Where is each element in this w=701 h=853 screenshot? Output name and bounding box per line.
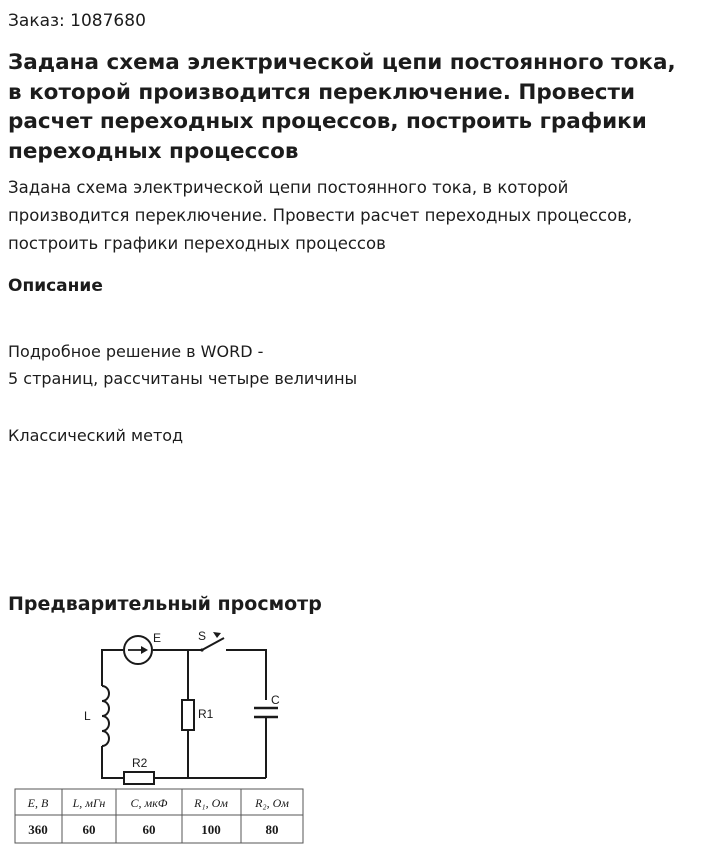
table-header-cell: E, B xyxy=(27,796,49,810)
preview-heading: Предварительный просмотр xyxy=(8,593,322,615)
method-text: Классический метод xyxy=(8,426,184,445)
table-value-cell: 100 xyxy=(201,822,221,837)
label-l: L xyxy=(84,709,91,723)
page-title: Задана схема электрической цепи постоянного тока, в которой производится переключение. Провести расчет переходных процессов, построить графики переходных процессов xyxy=(8,50,676,164)
resistor-r1-icon xyxy=(182,700,194,730)
task-summary: Задана схема электрической цепи постоянного тока, в которой производится переключение. Провести расчет переходных процессов, построить графики переходных процессов xyxy=(8,178,633,253)
capacitor-icon xyxy=(254,708,278,717)
inductor-icon xyxy=(102,686,109,746)
table-value-cell: 360 xyxy=(28,822,48,837)
label-s: S xyxy=(198,629,207,643)
resistor-r2-icon xyxy=(124,772,154,784)
description-text xyxy=(8,338,357,392)
table-header-cell: R₂, Ом xyxy=(255,796,289,810)
table-header-cell: C, мкФ xyxy=(130,796,168,810)
preview-image xyxy=(14,626,314,848)
order-number: Заказ: 1087680 xyxy=(8,11,146,31)
voltage-source-icon xyxy=(124,636,152,664)
label-r1: R1 xyxy=(198,707,214,721)
label-r2: R2 xyxy=(132,756,148,770)
table-value-cell: 60 xyxy=(82,822,96,837)
description-line-2: 5 страниц, рассчитаны четыре величины xyxy=(8,369,358,388)
description-heading: Описание xyxy=(8,276,103,296)
table-header-cell: R₁, Ом xyxy=(194,796,228,810)
table-value-cell: 80 xyxy=(265,822,279,837)
table-value-cell: 60 xyxy=(142,822,156,837)
parameters-table xyxy=(15,789,303,843)
circuit-diagram xyxy=(14,626,314,848)
description-line-1: Подробное решение в WORD - xyxy=(8,342,264,361)
label-c: C xyxy=(271,693,280,707)
table-header-cell: L, мГн xyxy=(72,796,106,810)
label-e: E xyxy=(153,631,162,645)
